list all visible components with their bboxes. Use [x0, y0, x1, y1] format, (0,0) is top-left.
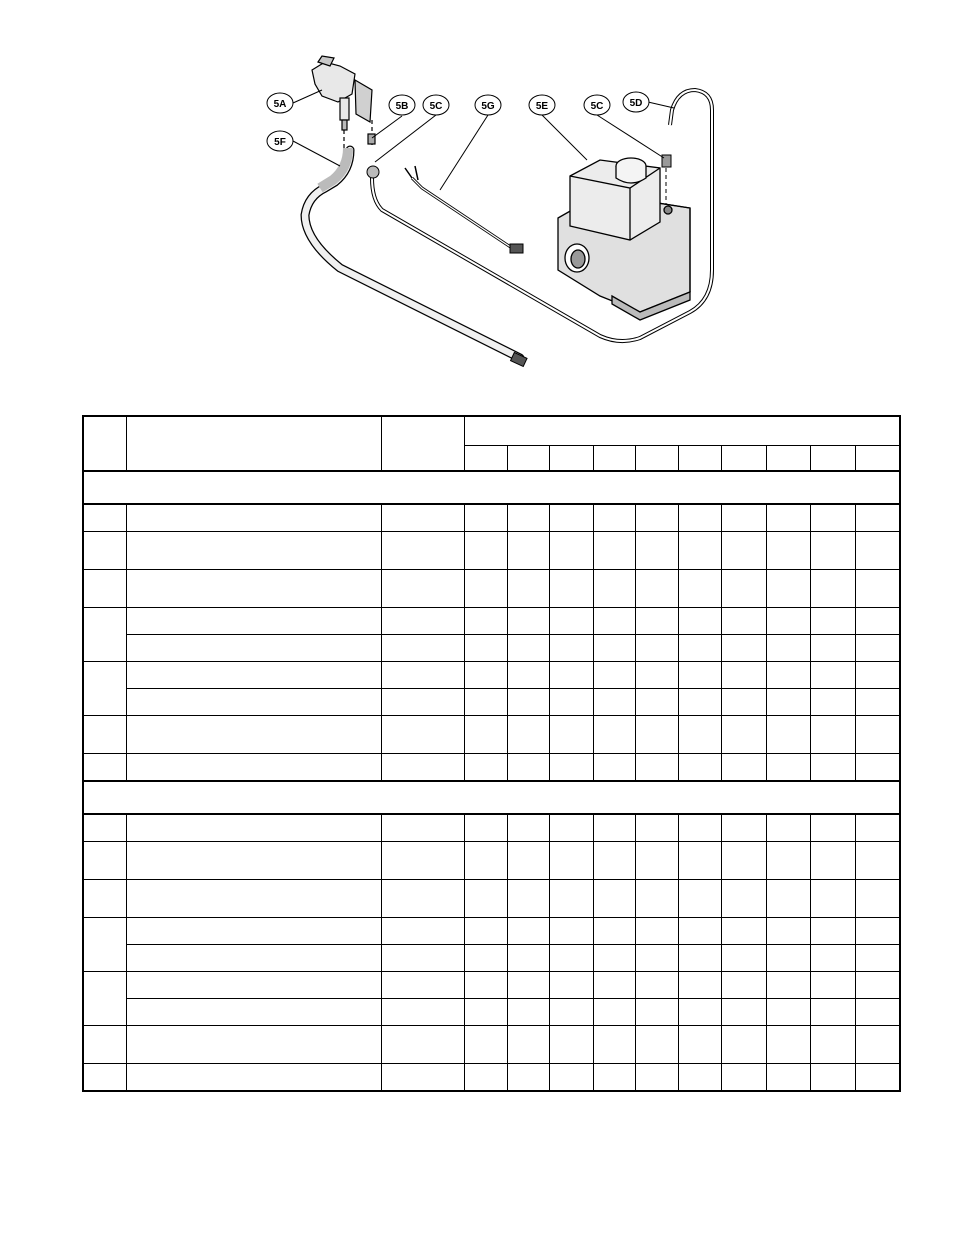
callout-5d	[623, 92, 649, 112]
svg-text:5F: 5F	[274, 137, 286, 148]
model-quantity-cell	[507, 716, 549, 754]
item-number-cell	[83, 880, 126, 918]
section-header-cell	[83, 781, 900, 814]
table-row	[83, 814, 900, 842]
model-quantity-cell	[766, 918, 810, 945]
model-quantity-cell	[635, 504, 678, 532]
model-quantity-cell	[464, 504, 507, 532]
table-row	[83, 945, 900, 972]
model-quantity-cell	[766, 1064, 810, 1092]
model-quantity-cell	[721, 716, 766, 754]
model-quantity-cell	[678, 532, 721, 570]
model-quantity-cell	[464, 999, 507, 1026]
model-quantity-cell	[635, 814, 678, 842]
model-quantity-cell	[855, 570, 900, 608]
table-row	[83, 662, 900, 689]
part-number-cell	[381, 999, 464, 1026]
header-model-cell	[549, 446, 593, 472]
description-cell	[126, 608, 381, 635]
model-quantity-cell	[678, 842, 721, 880]
table-row	[83, 635, 900, 662]
model-quantity-cell	[635, 918, 678, 945]
description-cell	[126, 842, 381, 880]
model-quantity-cell	[464, 608, 507, 635]
item-number-cell	[83, 1026, 126, 1064]
section-header-row	[83, 781, 900, 814]
model-quantity-cell	[464, 662, 507, 689]
model-quantity-cell	[810, 1064, 855, 1092]
model-quantity-cell	[635, 972, 678, 999]
item-number-cell	[83, 570, 126, 608]
gas-valve-illustration	[558, 158, 690, 320]
model-quantity-cell	[464, 814, 507, 842]
model-quantity-cell	[464, 945, 507, 972]
wire-lead-illustration	[405, 166, 523, 253]
model-quantity-cell	[635, 1026, 678, 1064]
model-quantity-cell	[635, 754, 678, 782]
model-quantity-cell	[507, 662, 549, 689]
description-cell	[126, 880, 381, 918]
description-cell	[126, 1064, 381, 1092]
svg-text:5B: 5B	[395, 101, 409, 112]
model-quantity-cell	[464, 1064, 507, 1092]
model-quantity-cell	[766, 972, 810, 999]
model-quantity-cell	[549, 662, 593, 689]
model-quantity-cell	[678, 999, 721, 1026]
header-model-cell	[810, 446, 855, 472]
model-quantity-cell	[593, 972, 635, 999]
model-quantity-cell	[766, 689, 810, 716]
model-quantity-cell	[855, 1026, 900, 1064]
item-number-cell	[83, 814, 126, 842]
model-quantity-cell	[766, 1026, 810, 1064]
header-part-number	[381, 416, 464, 471]
model-quantity-cell	[593, 999, 635, 1026]
table-row	[83, 608, 900, 635]
model-quantity-cell	[635, 532, 678, 570]
model-quantity-cell	[766, 504, 810, 532]
description-cell	[126, 662, 381, 689]
part-number-cell	[381, 880, 464, 918]
model-quantity-cell	[464, 570, 507, 608]
item-number-cell	[83, 662, 126, 716]
callout-5c-right	[584, 95, 610, 115]
model-quantity-cell	[464, 1026, 507, 1064]
callout-5a	[267, 93, 293, 113]
model-quantity-cell	[810, 918, 855, 945]
model-quantity-cell	[507, 532, 549, 570]
model-quantity-cell	[721, 754, 766, 782]
model-quantity-cell	[678, 1026, 721, 1064]
item-number-cell	[83, 1064, 126, 1092]
description-cell	[126, 716, 381, 754]
table-row	[83, 1064, 900, 1092]
description-cell	[126, 999, 381, 1026]
model-quantity-cell	[507, 754, 549, 782]
part-number-cell	[381, 608, 464, 635]
model-quantity-cell	[855, 754, 900, 782]
model-quantity-cell	[593, 945, 635, 972]
item-number-cell	[83, 754, 126, 782]
model-quantity-cell	[593, 842, 635, 880]
svg-text:5C: 5C	[429, 101, 443, 112]
model-quantity-cell	[507, 999, 549, 1026]
model-quantity-cell	[721, 972, 766, 999]
header-model-cell	[464, 446, 507, 472]
svg-text:5C: 5C	[590, 101, 604, 112]
model-quantity-cell	[593, 918, 635, 945]
callout-5f	[267, 131, 293, 151]
model-quantity-cell	[593, 814, 635, 842]
model-quantity-cell	[507, 814, 549, 842]
model-quantity-cell	[855, 716, 900, 754]
model-quantity-cell	[766, 635, 810, 662]
table-row	[83, 880, 900, 918]
item-number-cell	[83, 842, 126, 880]
model-quantity-cell	[507, 918, 549, 945]
model-quantity-cell	[464, 754, 507, 782]
part-number-cell	[381, 689, 464, 716]
model-quantity-cell	[635, 999, 678, 1026]
part-number-cell	[381, 532, 464, 570]
parts-list-table	[82, 415, 901, 1092]
model-quantity-cell	[678, 570, 721, 608]
callout-5e	[529, 95, 555, 115]
description-cell	[126, 972, 381, 999]
model-quantity-cell	[549, 842, 593, 880]
model-quantity-cell	[855, 504, 900, 532]
description-cell	[126, 1026, 381, 1064]
model-quantity-cell	[464, 532, 507, 570]
model-quantity-cell	[549, 570, 593, 608]
model-quantity-cell	[766, 608, 810, 635]
model-quantity-cell	[721, 504, 766, 532]
model-quantity-cell	[507, 689, 549, 716]
model-quantity-cell	[549, 814, 593, 842]
model-quantity-cell	[766, 570, 810, 608]
callout-5c-left	[423, 95, 449, 115]
table-row	[83, 716, 900, 754]
part-number-cell	[381, 1026, 464, 1064]
model-quantity-cell	[810, 662, 855, 689]
section-header-row	[83, 471, 900, 504]
item-number-cell	[83, 972, 126, 1026]
model-quantity-cell	[635, 716, 678, 754]
description-cell	[126, 532, 381, 570]
model-quantity-cell	[549, 999, 593, 1026]
model-quantity-cell	[721, 662, 766, 689]
model-quantity-cell	[678, 635, 721, 662]
part-number-cell	[381, 716, 464, 754]
model-quantity-cell	[549, 1026, 593, 1064]
model-quantity-cell	[810, 635, 855, 662]
model-quantity-cell	[593, 754, 635, 782]
item-number-cell	[83, 504, 126, 532]
description-cell	[126, 814, 381, 842]
description-cell	[126, 570, 381, 608]
callout-5b	[389, 95, 415, 115]
section-header-cell	[83, 471, 900, 504]
model-quantity-cell	[855, 635, 900, 662]
model-quantity-cell	[635, 945, 678, 972]
model-quantity-cell	[855, 662, 900, 689]
model-quantity-cell	[593, 716, 635, 754]
model-quantity-cell	[635, 635, 678, 662]
header-model-cell	[635, 446, 678, 472]
model-quantity-cell	[635, 880, 678, 918]
model-quantity-cell	[635, 570, 678, 608]
model-quantity-cell	[593, 570, 635, 608]
model-quantity-cell	[507, 945, 549, 972]
model-quantity-cell	[678, 972, 721, 999]
model-quantity-cell	[549, 689, 593, 716]
model-quantity-cell	[766, 716, 810, 754]
model-quantity-cell	[549, 880, 593, 918]
model-quantity-cell	[721, 1064, 766, 1092]
table-row	[83, 972, 900, 999]
model-quantity-cell	[855, 814, 900, 842]
part-number-cell	[381, 842, 464, 880]
model-quantity-cell	[549, 532, 593, 570]
model-quantity-cell	[810, 716, 855, 754]
part-number-cell	[381, 635, 464, 662]
model-quantity-cell	[549, 945, 593, 972]
table-row	[83, 689, 900, 716]
model-quantity-cell	[635, 608, 678, 635]
description-cell	[126, 689, 381, 716]
model-quantity-cell	[721, 1026, 766, 1064]
model-quantity-cell	[678, 880, 721, 918]
model-quantity-cell	[721, 999, 766, 1026]
model-quantity-cell	[855, 880, 900, 918]
model-quantity-cell	[855, 689, 900, 716]
table-body	[83, 471, 900, 1091]
model-quantity-cell	[593, 608, 635, 635]
svg-text:5G: 5G	[481, 101, 495, 112]
model-quantity-cell	[464, 842, 507, 880]
model-quantity-cell	[810, 532, 855, 570]
header-description	[126, 416, 381, 471]
model-quantity-cell	[507, 1064, 549, 1092]
item-number-cell	[83, 918, 126, 972]
model-quantity-cell	[855, 1064, 900, 1092]
model-quantity-cell	[766, 880, 810, 918]
model-quantity-cell	[507, 635, 549, 662]
table-row	[83, 842, 900, 880]
model-quantity-cell	[810, 504, 855, 532]
model-quantity-cell	[810, 842, 855, 880]
part-number-cell	[381, 662, 464, 689]
part-number-cell	[381, 504, 464, 532]
model-quantity-cell	[678, 945, 721, 972]
model-quantity-cell	[855, 945, 900, 972]
model-quantity-cell	[721, 814, 766, 842]
model-quantity-cell	[721, 635, 766, 662]
model-quantity-cell	[678, 504, 721, 532]
model-quantity-cell	[855, 918, 900, 945]
model-quantity-cell	[678, 608, 721, 635]
model-quantity-cell	[593, 1026, 635, 1064]
model-quantity-cell	[810, 689, 855, 716]
part-number-cell	[381, 754, 464, 782]
model-quantity-cell	[810, 945, 855, 972]
part-number-cell	[381, 814, 464, 842]
model-quantity-cell	[678, 716, 721, 754]
model-quantity-cell	[507, 972, 549, 999]
model-quantity-cell	[549, 504, 593, 532]
model-quantity-cell	[810, 1026, 855, 1064]
table-row	[83, 532, 900, 570]
part-number-cell	[381, 945, 464, 972]
model-quantity-cell	[549, 608, 593, 635]
part-number-cell	[381, 918, 464, 945]
model-quantity-cell	[593, 1064, 635, 1092]
model-quantity-cell	[549, 972, 593, 999]
model-quantity-cell	[721, 918, 766, 945]
header-item-number	[83, 416, 126, 471]
description-cell	[126, 945, 381, 972]
model-quantity-cell	[507, 842, 549, 880]
description-cell	[126, 635, 381, 662]
header-model-cell	[766, 446, 810, 472]
model-quantity-cell	[678, 689, 721, 716]
model-quantity-cell	[635, 1064, 678, 1092]
model-quantity-cell	[507, 880, 549, 918]
model-quantity-cell	[766, 842, 810, 880]
pilot-burner-illustration	[312, 56, 375, 148]
model-quantity-cell	[810, 608, 855, 635]
table-header	[83, 416, 900, 471]
model-quantity-cell	[678, 814, 721, 842]
model-quantity-cell	[507, 608, 549, 635]
model-quantity-cell	[766, 532, 810, 570]
table-row	[83, 570, 900, 608]
model-quantity-cell	[507, 1026, 549, 1064]
model-quantity-cell	[855, 999, 900, 1026]
model-quantity-cell	[464, 918, 507, 945]
callout-5g	[475, 95, 501, 115]
header-model-group	[464, 416, 900, 446]
model-quantity-cell	[464, 880, 507, 918]
model-quantity-cell	[593, 880, 635, 918]
item-number-cell	[83, 608, 126, 662]
svg-text:5D: 5D	[629, 98, 643, 109]
svg-text:5A: 5A	[273, 99, 287, 110]
model-quantity-cell	[721, 842, 766, 880]
model-quantity-cell	[766, 999, 810, 1026]
model-quantity-cell	[549, 635, 593, 662]
model-quantity-cell	[855, 608, 900, 635]
model-quantity-cell	[766, 814, 810, 842]
model-quantity-cell	[549, 918, 593, 945]
model-quantity-cell	[678, 918, 721, 945]
table-row	[83, 504, 900, 532]
gas-valve-exploded-diagram	[0, 0, 954, 400]
model-quantity-cell	[549, 1064, 593, 1092]
table-row	[83, 1026, 900, 1064]
model-quantity-cell	[507, 504, 549, 532]
part-number-cell	[381, 1064, 464, 1092]
model-quantity-cell	[721, 570, 766, 608]
model-quantity-cell	[766, 754, 810, 782]
table-row	[83, 918, 900, 945]
header-model-cell	[721, 446, 766, 472]
model-quantity-cell	[635, 662, 678, 689]
model-quantity-cell	[464, 716, 507, 754]
table-row	[83, 754, 900, 782]
model-quantity-cell	[635, 842, 678, 880]
model-quantity-cell	[810, 570, 855, 608]
model-quantity-cell	[678, 1064, 721, 1092]
item-number-cell	[83, 716, 126, 754]
model-quantity-cell	[593, 504, 635, 532]
model-quantity-cell	[810, 754, 855, 782]
model-quantity-cell	[721, 532, 766, 570]
model-quantity-cell	[678, 662, 721, 689]
model-quantity-cell	[593, 689, 635, 716]
model-quantity-cell	[464, 635, 507, 662]
header-model-cell	[507, 446, 549, 472]
model-quantity-cell	[855, 842, 900, 880]
model-quantity-cell	[855, 972, 900, 999]
model-quantity-cell	[464, 972, 507, 999]
model-quantity-cell	[507, 570, 549, 608]
model-quantity-cell	[678, 754, 721, 782]
model-quantity-cell	[810, 880, 855, 918]
model-quantity-cell	[464, 689, 507, 716]
model-quantity-cell	[810, 972, 855, 999]
model-quantity-cell	[549, 716, 593, 754]
model-quantity-cell	[766, 662, 810, 689]
description-cell	[126, 754, 381, 782]
model-quantity-cell	[593, 532, 635, 570]
header-model-cell	[678, 446, 721, 472]
model-quantity-cell	[721, 880, 766, 918]
model-quantity-cell	[721, 945, 766, 972]
description-cell	[126, 504, 381, 532]
svg-text:5E: 5E	[535, 101, 549, 112]
model-quantity-cell	[810, 814, 855, 842]
model-quantity-cell	[593, 662, 635, 689]
header-model-cell	[593, 446, 635, 472]
model-quantity-cell	[721, 689, 766, 716]
table-row	[83, 999, 900, 1026]
model-quantity-cell	[549, 754, 593, 782]
model-quantity-cell	[855, 532, 900, 570]
part-number-cell	[381, 972, 464, 999]
model-quantity-cell	[593, 635, 635, 662]
model-quantity-cell	[810, 999, 855, 1026]
header-model-cell	[855, 446, 900, 472]
part-number-cell	[381, 570, 464, 608]
model-quantity-cell	[635, 689, 678, 716]
model-quantity-cell	[721, 608, 766, 635]
model-quantity-cell	[766, 945, 810, 972]
item-number-cell	[83, 532, 126, 570]
description-cell	[126, 918, 381, 945]
